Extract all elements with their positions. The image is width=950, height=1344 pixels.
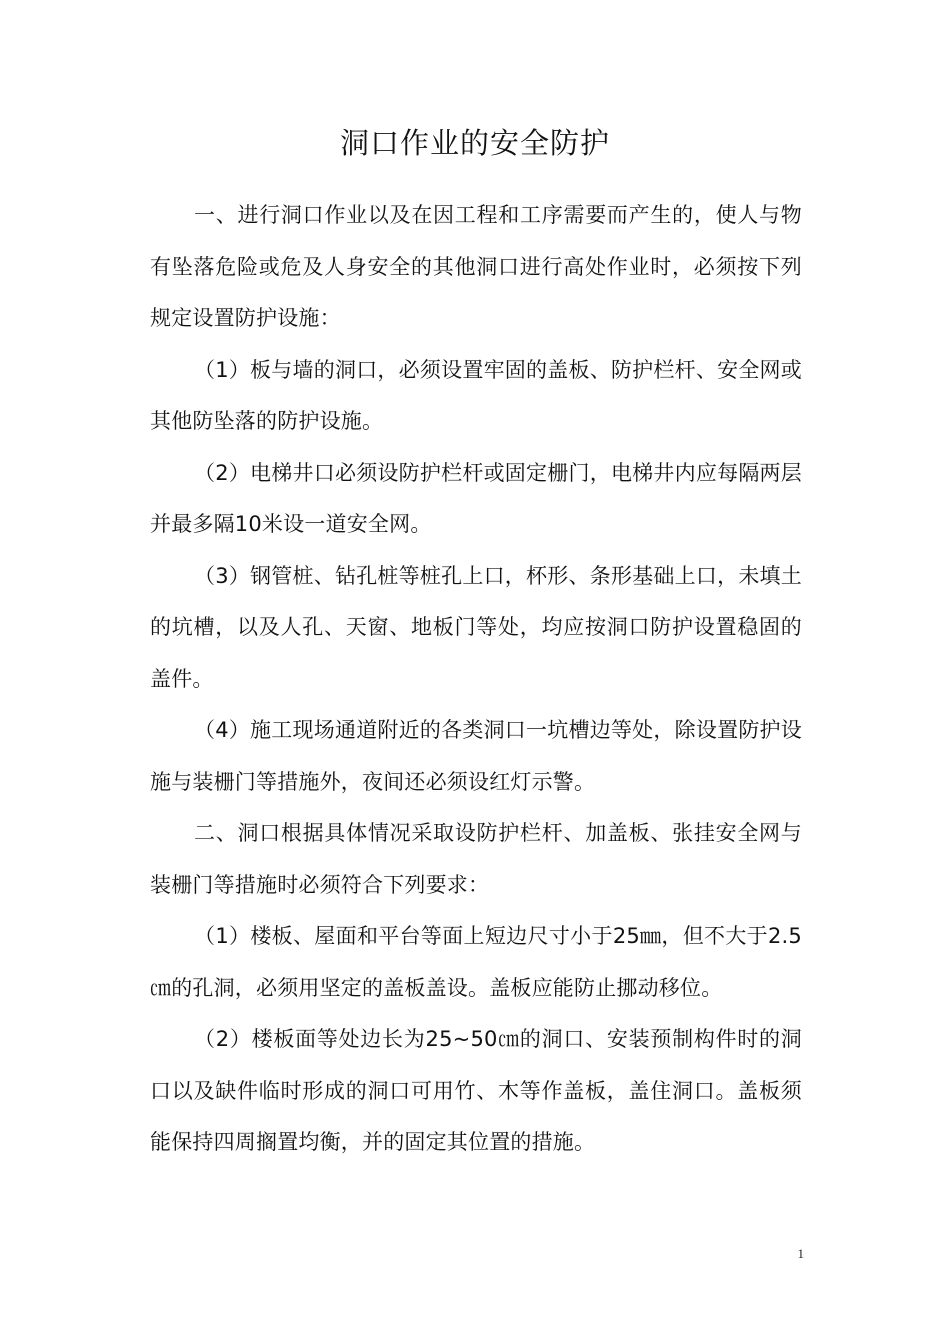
page-number: 1	[797, 1246, 804, 1261]
document-body	[150, 190, 802, 1169]
paragraph-item-2-2: （2）楼板面等处边长为25~50㎝的洞口、安装预制构件时的洞口以及缺件临时形成的洞口可用竹、木等作盖板，盖住洞口。盖板须能保持四周搁置均衡，并的固定其位置的措施。	[150, 1027, 802, 1154]
document-title: 洞口作业的安全防护	[339, 126, 610, 160]
paragraph-section-2-intro: 二、洞口根据具体情况采取设防护栏杆、加盖板、张挂安全网与装栅门等措施时必须符合下列要求：	[150, 821, 802, 897]
paragraph-item-1-4: （4）施工现场通道附近的各类洞口一坑槽边等处，除设置防护设施与装栅门等措施外，夜间还必须设红灯示警。	[150, 718, 802, 794]
paragraph-item-1-1: （1）板与墙的洞口，必须设置牢固的盖板、防护栏杆、安全网或其他防坠落的防护设施。	[150, 357, 802, 433]
paragraph-section-1-intro: 一、进行洞口作业以及在因工程和工序需要而产生的，使人与物有坠落危险或危及人身安全的其他洞口进行高处作业时，必须按下列规定设置防护设施：	[150, 203, 802, 330]
paragraph-item-1-3: （3）钢管桩、钻孔桩等桩孔上口，杯形、条形基础上口，未填土的坑槽，以及人孔、天窗、地板门等处，均应按洞口防护设置稳固的盖件。	[150, 563, 802, 691]
paragraph-item-2-1: （1）楼板、屋面和平台等面上短边尺寸小于25㎜，但不大于2.5㎝的孔洞，必须用坚定的盖板盖设。盖板应能防止挪动移位。	[150, 924, 802, 1000]
paragraph-item-1-2: （2）电梯井口必须设防护栏杆或固定栅门，电梯井内应每隔两层并最多隔10米设一道安全网。	[150, 460, 802, 536]
